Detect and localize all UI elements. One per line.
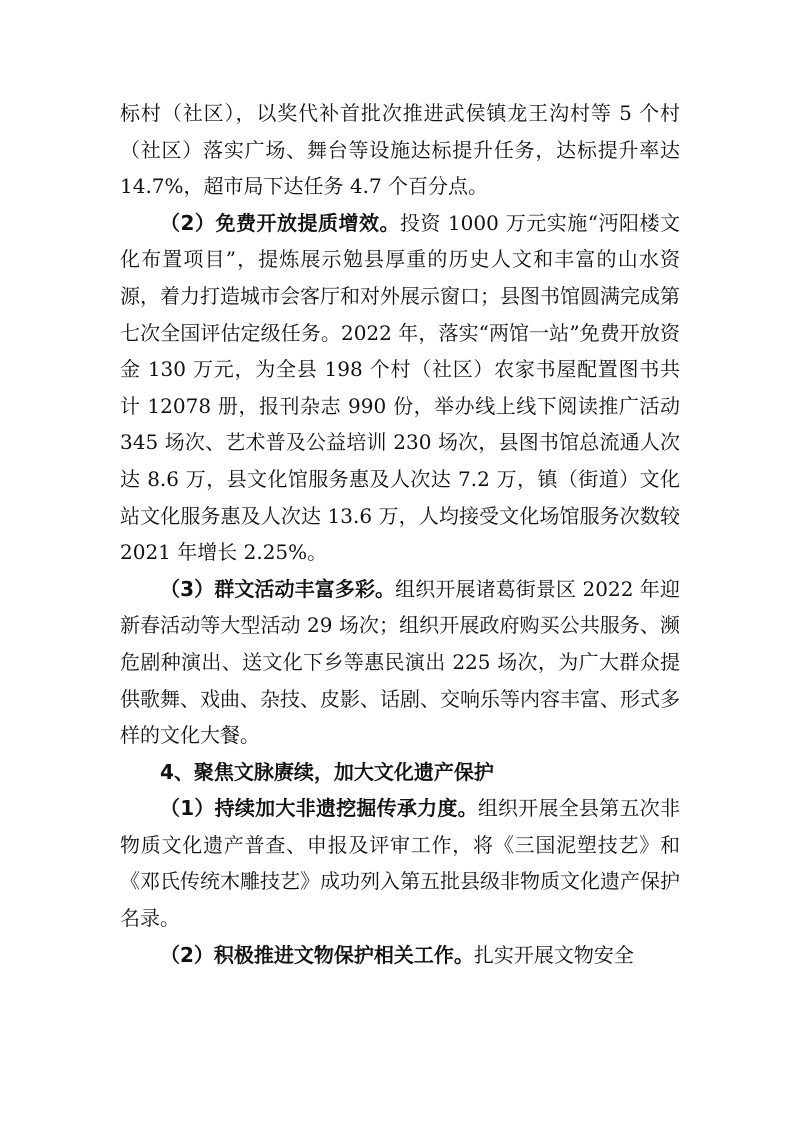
paragraph-text: 组织开展全县第五次非物质文化遗产普查、申报及评审工作，将《三国泥塑技艺》和《邓氏传统木雕技艺》成功列入第五批县级非物质文化遗产保护名录。 bbox=[120, 796, 681, 931]
paragraph-relic-protection bbox=[120, 937, 680, 974]
paragraph-text: 扎实开展文物安全 bbox=[473, 942, 634, 967]
paragraph-text: 标村（社区），以奖代补首批次推进武侯镇龙王沟村等 5 个村（社区）落实广场、舞台等设施达标提升任务，达标提升率达 14.7%，超市局下达任务 4.7 个百分点。 bbox=[120, 101, 680, 199]
paragraph-mass-culture bbox=[120, 571, 680, 754]
paragraph-lead: （2）积极推进文物保护相关工作。 bbox=[160, 942, 474, 967]
paragraph-continuation bbox=[120, 95, 680, 205]
paragraph-intangible-heritage bbox=[120, 790, 680, 936]
section-heading: 4、聚焦文脉赓续，加大文化遗产保护 bbox=[160, 759, 494, 784]
document-body bbox=[120, 95, 680, 973]
paragraph-lead: （2）免费开放提质增效。 bbox=[160, 210, 401, 235]
paragraph-lead: （3）群文活动丰富多彩。 bbox=[160, 576, 396, 601]
paragraph-free-opening bbox=[120, 205, 680, 571]
paragraph-text: 投资 1000 万元实施“沔阳楼文化布置项目”，提炼展示勉县厚重的历史人文和丰富的山水资源，着力打造城市会客厅和对外展示窗口；县图书馆圆满完成第七次全国评估定级任务。2022 年，落实“两馆一站”免费开放资金 130 万元，为全县 198 个村（社区）农家书屋配置图书共计 12078 册，报刊杂志 990 份，举办线上线下阅读推广活动 345 场次、艺术普及公益培训 230 场次，县图书馆总流通人次达 8.6 万，县文化馆服务惠及人次达 7.2 万，镇（街道）文化站文化服务惠及人次达 13.6 万，人均接受文化场馆服务次数较 2021 年增长 2.25%。 bbox=[120, 210, 681, 565]
paragraph-lead: （1）持续加大非遗挖掘传承力度。 bbox=[160, 796, 478, 821]
paragraph-text: 组织开展诸葛街景区 2022 年迎新春活动等大型活动 29 场次；组织开展政府购买公共服务、濒危剧种演出、送文化下乡等惠民演出 225 场次，为广大群众提供歌舞、戏曲、杂技、皮影、话剧、交响乐等内容丰富、形式多样的文化大餐。 bbox=[120, 576, 680, 748]
